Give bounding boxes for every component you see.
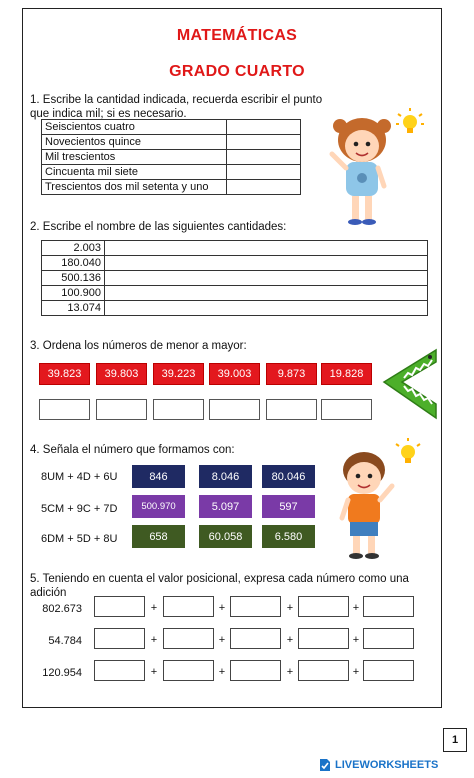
q1-instruction: 1. Escribe la cantidad indicada, recuerda escribir el punto que indica mil; si es necesario. [30,94,323,120]
number-card[interactable]: 9.873 [266,363,317,385]
answer-box[interactable] [163,660,214,681]
option-card[interactable]: 6.580 [262,525,315,548]
table-row [42,150,301,165]
table-cell: Novecientos quince [42,135,227,150]
plus-sign: + [150,666,158,678]
answer-cell[interactable] [105,286,428,301]
option-card[interactable]: 500.970 [132,495,185,518]
option-card[interactable]: 80.046 [262,465,315,488]
number-label: 802.673 [42,603,82,615]
number-label: 54.784 [48,635,82,647]
answer-box[interactable] [363,660,414,681]
q2-instruction: 2. Escribe el nombre de las siguientes cantidades: [30,221,287,233]
answer-box[interactable] [230,596,281,617]
answer-box[interactable] [94,628,145,649]
plus-sign: + [150,602,158,614]
plus-sign: + [286,666,294,678]
answer-box[interactable] [163,628,214,649]
plus-sign: + [218,602,226,614]
table-cell: 180.040 [42,256,105,271]
table-cell: Mil trescientos [42,150,227,165]
answer-box[interactable] [163,596,214,617]
order-slot[interactable] [153,399,204,420]
table-cell: 2.003 [42,241,105,256]
answer-box[interactable] [363,596,414,617]
table-cell: 500.136 [42,271,105,286]
answer-cell[interactable] [105,241,428,256]
answer-box[interactable] [230,628,281,649]
option-card[interactable]: 846 [132,465,185,488]
table-row [42,301,428,316]
q3-instruction: 3. Ordena los números de menor a mayor: [30,340,247,352]
plus-sign: + [218,634,226,646]
answer-box[interactable] [94,596,145,617]
expression: 6DM + 5D + 8U [41,533,118,545]
order-slot[interactable] [96,399,147,420]
answer-box[interactable] [230,660,281,681]
number-card[interactable]: 39.803 [96,363,147,385]
table-row [42,286,428,301]
answer-cell[interactable] [227,165,301,180]
answer-cell[interactable] [105,271,428,286]
expression: 5CM + 9C + 7D [41,503,118,515]
q1-table [41,119,301,195]
footer-brand: LIVEWORKSHEETS [335,759,439,771]
table-row [42,120,301,135]
plus-sign: + [286,634,294,646]
q4-instruction: 4. Señala el número que formamos con: [30,444,235,456]
lightbulb-icon [396,438,420,463]
table-row [42,256,428,271]
plus-sign: + [150,634,158,646]
lightbulb-icon [396,108,424,133]
answer-box[interactable] [363,628,414,649]
table-row [42,165,301,180]
option-card[interactable]: 8.046 [199,465,252,488]
answer-cell[interactable] [227,120,301,135]
option-card[interactable]: 597 [262,495,315,518]
girl-illustration [318,104,428,234]
page-subtitle: GRADO CUARTO [169,63,305,80]
table-row [42,241,428,256]
number-card[interactable]: 19.828 [321,363,372,385]
plus-sign: + [352,602,360,614]
table-cell: Cincuenta mil siete [42,165,227,180]
plus-sign: + [352,634,360,646]
number-card[interactable]: 39.003 [209,363,260,385]
table-cell: Seiscientos cuatro [42,120,227,135]
option-card[interactable]: 658 [132,525,185,548]
q2-table [41,240,428,316]
answer-box[interactable] [298,628,349,649]
page-number: 1 [443,728,467,752]
boy-illustration [322,436,432,566]
table-row [42,180,301,195]
table-cell: 100.900 [42,286,105,301]
answer-box[interactable] [298,596,349,617]
liveworksheets-logo [318,758,438,772]
expression: 8UM + 4D + 6U [41,471,118,483]
plus-sign: + [218,666,226,678]
answer-cell[interactable] [105,301,428,316]
order-slot[interactable] [209,399,260,420]
answer-cell[interactable] [105,256,428,271]
number-card[interactable]: 39.223 [153,363,204,385]
crocodile-mouth-illustration [380,348,438,420]
table-cell: Trescientos dos mil setenta y uno [42,180,227,195]
order-slot[interactable] [266,399,317,420]
option-card[interactable]: 60.058 [199,525,252,548]
plus-sign: + [286,602,294,614]
liveworksheets-icon [318,758,332,772]
answer-cell[interactable] [227,150,301,165]
answer-cell[interactable] [227,180,301,195]
table-cell: 13.074 [42,301,105,316]
number-label: 120.954 [42,667,82,679]
table-row [42,271,428,286]
plus-sign: + [352,666,360,678]
number-card[interactable]: 39.823 [39,363,90,385]
answer-box[interactable] [94,660,145,681]
q5-instruction: 5. Teniendo en cuenta el valor posicional, expresa cada número como una adición [30,573,409,599]
answer-cell[interactable] [227,135,301,150]
option-card[interactable]: 5.097 [199,495,252,518]
page-title: MATEMÁTICAS [176,27,298,44]
order-slot[interactable] [39,399,90,420]
answer-box[interactable] [298,660,349,681]
order-slot[interactable] [321,399,372,420]
table-row [42,135,301,150]
